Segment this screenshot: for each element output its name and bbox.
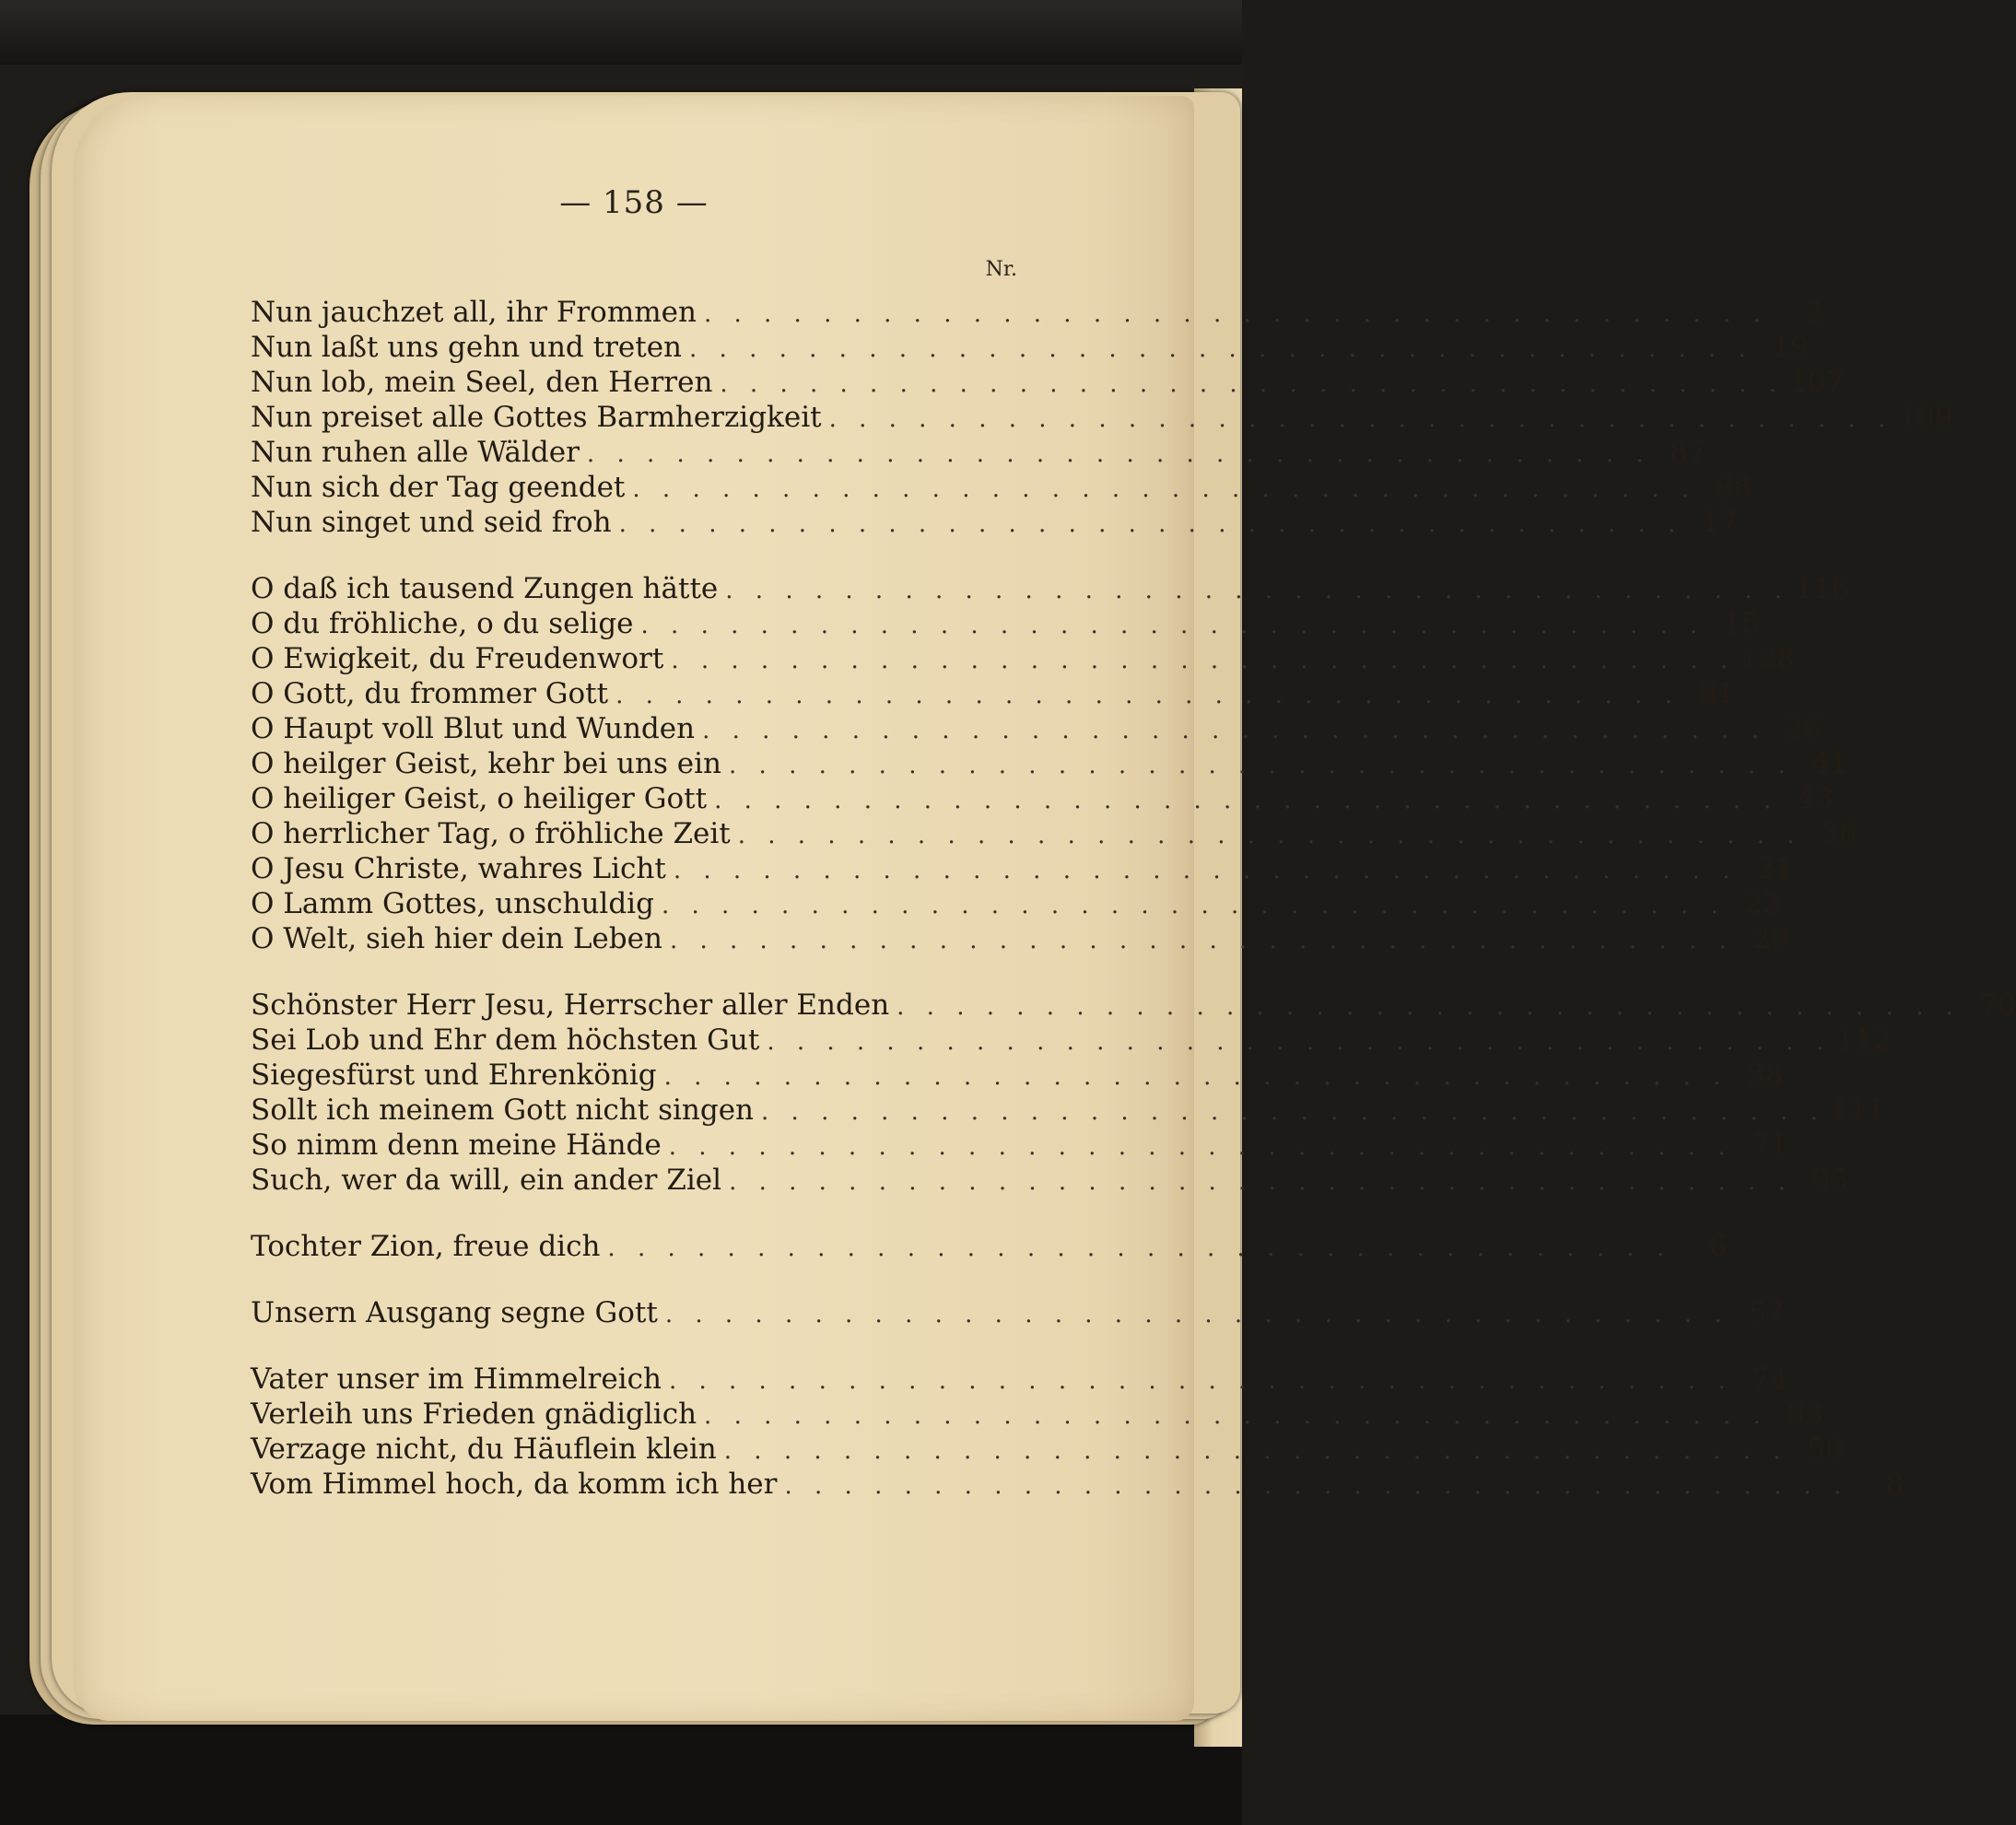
leader-dots: . . . . . . . . . . . . . . . . . . . . . . . . . . . . . . . . . . . . [897, 993, 1961, 1021]
index-entry [251, 435, 1706, 470]
hymn-number: 17 [1701, 506, 1739, 539]
hymn-title: Schönster Herr Jesu, Herrscher aller Enden [251, 989, 890, 1022]
hymn-number: 70 [1979, 989, 2016, 1022]
hymn-title: O heilger Geist, kehr bei uns ein [251, 747, 722, 780]
hymn-title: O Ewigkeit, du Freudenwort [251, 642, 664, 675]
leader-dots: . . . . . . . . . . . . . . . . . . . . . . . . . . . . . . . . . . . . [661, 892, 1726, 919]
index-entry [251, 746, 1848, 781]
hymn-number: 87 [1670, 436, 1706, 469]
leader-dots: . . . . . . . . . . . . . . . . . . . . . . . . . . . . . . . . . . . . [703, 300, 1768, 328]
hymn-title: Nun ruhen alle Wälder [251, 436, 580, 469]
hymn-title: Siegesfürst und Ehrenkönig [251, 1059, 657, 1092]
index-entry [251, 330, 1809, 365]
number-column-label: Nr. [985, 258, 1017, 281]
leader-dots: . . . . . . . . . . . . . . . . . . . . . . . . . . . . . . . . . . . . [767, 1028, 1832, 1056]
hymn-title: O du fröhliche, o du selige [251, 607, 634, 640]
index-entry [251, 816, 1858, 851]
hymn-title: O Welt, sieh hier dein Leben [251, 922, 662, 955]
hymn-title: Nun jauchzet all, ihr Frommen [251, 296, 697, 329]
leader-dots: . . . . . . . . . . . . . . . . . . . . . . . . . . . . . . . . . . . . [725, 577, 1790, 604]
hymn-number: 15 [1723, 607, 1761, 640]
leader-dots: . . . . . . . . . . . . . . . . . . . . . . . . . . . . . . . . . . . . [668, 1367, 1733, 1395]
hymn-title: Verleih uns Frieden gnädiglich [251, 1398, 697, 1431]
hymn-number: 22 [1744, 887, 1781, 920]
leader-dots: . . . . . . . . . . . . . . . . . . . . . . . . . . . . . . . . . . . . [702, 717, 1766, 744]
hymn-number: 88 [1715, 471, 1752, 504]
leader-dots: . . . . . . . . . . . . . . . . . . . . . . . . . . . . . . . . . . . . [615, 682, 1680, 709]
hymn-number: 36 [1821, 817, 1858, 850]
hymn-number: 95 [1811, 1164, 1848, 1197]
hymn-title: Such, wer da will, ein ander Ziel [251, 1164, 722, 1197]
hymn-title: O Gott, du frommer Gott [251, 677, 609, 710]
hymn-number: 93 [1787, 1398, 1823, 1431]
index-entry [251, 1093, 1885, 1128]
index-entry [251, 470, 1752, 505]
index-entry [251, 676, 1735, 711]
leader-dots: . . . . . . . . . . . . . . . . . . . . . . . . . . . . . . . . . . . . [729, 752, 1793, 779]
hymn-index [251, 295, 2016, 1533]
hymn-title: Sei Lob und Ehr dem höchsten Gut [251, 1024, 760, 1057]
index-group [251, 1229, 1728, 1264]
index-entry [251, 1432, 1844, 1467]
index-entry [251, 1163, 1848, 1198]
hymn-title: Vom Himmel hoch, da komm ich her [251, 1468, 778, 1501]
hymn-number: 116 [1795, 572, 1850, 605]
leader-dots: . . . . . . . . . . . . . . . . . . . . . . . . . . . . . . . . . . . . [671, 647, 1736, 674]
index-entry [251, 295, 1823, 330]
index-group [251, 1362, 1905, 1502]
hymn-number: 19 [1772, 331, 1809, 364]
hymn-number: 71 [1752, 1129, 1788, 1162]
hymn-title: O Haupt voll Blut und Wunden [251, 712, 696, 745]
leader-dots: . . . . . . . . . . . . . . . . . . . . . . . . . . . . . . . . . . . . [663, 1063, 1729, 1091]
leader-dots: . . . . . . . . . . . . . . . . . . . . . . . . . . . . . . . . . . . . [618, 510, 1683, 538]
hymn-number: 29 [1752, 922, 1789, 955]
index-entry [251, 711, 1822, 746]
hymn-number: 26 [1785, 712, 1822, 745]
leader-dots: . . . . . . . . . . . . . . . . . . . . . . . . . . . . . . . . . . . . [607, 1234, 1672, 1262]
hymn-title: O herrlicher Tag, o fröhliche Zeit [251, 817, 731, 850]
hymn-title: Nun laßt uns gehn und treten [251, 331, 683, 364]
hymn-number: 21 [1756, 852, 1793, 885]
hymn-title: O Jesu Christe, wahres Licht [251, 852, 666, 885]
leader-dots: . . . . . . . . . . . . . . . . . . . . . . . . . . . . . . . . . . . . [668, 1133, 1733, 1161]
index-entry [251, 988, 2016, 1023]
hymn-title: O heiliger Geist, o heiliger Gott [251, 782, 708, 815]
leader-dots: . . . . . . . . . . . . . . . . . . . . . . . . . . . . . . . . . . . . [689, 335, 1753, 363]
leader-dots: . . . . . . . . . . . . . . . . . . . . . . . . . . . . . . . . . . . . [714, 787, 1778, 814]
hymn-title: Verzage nicht, du Häuflein klein [251, 1433, 717, 1466]
index-entry [251, 1058, 1784, 1093]
leader-dots: . . . . . . . . . . . . . . . . . . . . . . . . . . . . . . . . . . . . [704, 1402, 1768, 1430]
hymn-number: 111 [1830, 1094, 1885, 1127]
index-entry [251, 1023, 1892, 1058]
leader-dots: . . . . . . . . . . . . . . . . . . . . . . . . . . . . . . . . . . . . [586, 440, 1651, 468]
index-entry [251, 1397, 1823, 1432]
index-entry [251, 365, 1845, 400]
hymn-number: 107 [1789, 366, 1845, 399]
index-entry [251, 1128, 1788, 1163]
index-entry [251, 921, 1789, 956]
hymn-number: 2 [1805, 296, 1823, 329]
hymn-title: Unsern Ausgang segne Gott [251, 1296, 658, 1329]
hymn-number: 128 [1741, 642, 1796, 675]
index-entry [251, 1229, 1728, 1264]
hymn-title: Nun lob, mein Seel, den Herren [251, 366, 713, 399]
leader-dots: . . . . . . . . . . . . . . . . . . . . . . . . . . . . . . . . . . . . [720, 370, 1785, 398]
hymn-number: 6 [1708, 1230, 1728, 1263]
leader-dots: . . . . . . . . . . . . . . . . . . . . . . . . . . . . . . . . . . . . [784, 1472, 1849, 1500]
hymn-title: So nimm denn meine Hände [251, 1129, 662, 1162]
index-group [251, 295, 1953, 540]
index-group [251, 571, 1858, 956]
index-entry [251, 1467, 1905, 1502]
index-entry [251, 1295, 1785, 1330]
index-entry [251, 781, 1834, 816]
leader-dots: . . . . . . . . . . . . . . . . . . . . . . . . . . . . . . . . . . . . [828, 405, 1893, 433]
leader-dots: . . . . . . . . . . . . . . . . . . . . . . . . . . . . . . . . . . . . [664, 1301, 1729, 1328]
index-entry [251, 571, 1850, 606]
hymn-title: Vater unser im Himmelreich [251, 1363, 662, 1396]
leader-dots: . . . . . . . . . . . . . . . . . . . . . . . . . . . . . . . . . . . . [737, 822, 1802, 849]
hymn-title: Sollt ich meinem Gott nicht singen [251, 1094, 755, 1127]
hymn-title: Nun preiset alle Gottes Barmherzigkeit [251, 401, 822, 434]
leader-dots: . . . . . . . . . . . . . . . . . . . . . . . . . . . . . . . . . . . . [723, 1437, 1788, 1465]
hymn-number: 8 [1885, 1468, 1905, 1501]
index-entry [251, 1362, 1788, 1397]
hymn-title: O Lamm Gottes, unschuldig [251, 887, 654, 920]
hymn-number: 112 [1836, 1024, 1892, 1057]
hymn-title: Nun singet und seid froh [251, 506, 612, 539]
hymn-number: 43 [1797, 782, 1834, 815]
table-surface-top [0, 0, 1242, 64]
hymn-number: 57 [1748, 1296, 1785, 1329]
leader-dots: . . . . . . . . . . . . . . . . . . . . . . . . . . . . . . . . . . . . [669, 927, 1734, 954]
hymn-title: Nun sich der Tag geendet [251, 471, 626, 504]
leader-dots: . . . . . . . . . . . . . . . . . . . . . . . . . . . . . . . . . . . . [761, 1098, 1825, 1126]
index-entry [251, 851, 1793, 886]
table-surface-bottom [0, 1714, 1242, 1825]
hymn-title: O daß ich tausend Zungen hätte [251, 572, 719, 605]
leader-dots: . . . . . . . . . . . . . . . . . . . . . . . . . . . . . . . . . . . . [673, 857, 1738, 884]
index-entry [251, 886, 1781, 921]
index-entry [251, 606, 1761, 641]
hymn-number: 91 [1698, 677, 1735, 710]
index-group [251, 988, 2016, 1198]
hymn-title: Tochter Zion, freue dich [251, 1230, 601, 1263]
page-number: — 158 — [559, 184, 709, 221]
hymn-number: 41 [1811, 747, 1848, 780]
hymn-number: 109 [1898, 401, 1953, 434]
leader-dots: . . . . . . . . . . . . . . . . . . . . . . . . . . . . . . . . . . . . [729, 1168, 1793, 1196]
hymn-number: 74 [1752, 1363, 1788, 1396]
hymn-number: 50 [1807, 1433, 1844, 1466]
index-entry [251, 400, 1953, 435]
index-entry [251, 505, 1739, 540]
index-entry [251, 641, 1796, 676]
index-group [251, 1295, 1785, 1330]
hymn-number: 38 [1746, 1059, 1784, 1092]
leader-dots: . . . . . . . . . . . . . . . . . . . . . . . . . . . . . . . . . . . . [640, 612, 1705, 639]
leader-dots: . . . . . . . . . . . . . . . . . . . . . . . . . . . . . . . . . . . . [632, 475, 1697, 503]
